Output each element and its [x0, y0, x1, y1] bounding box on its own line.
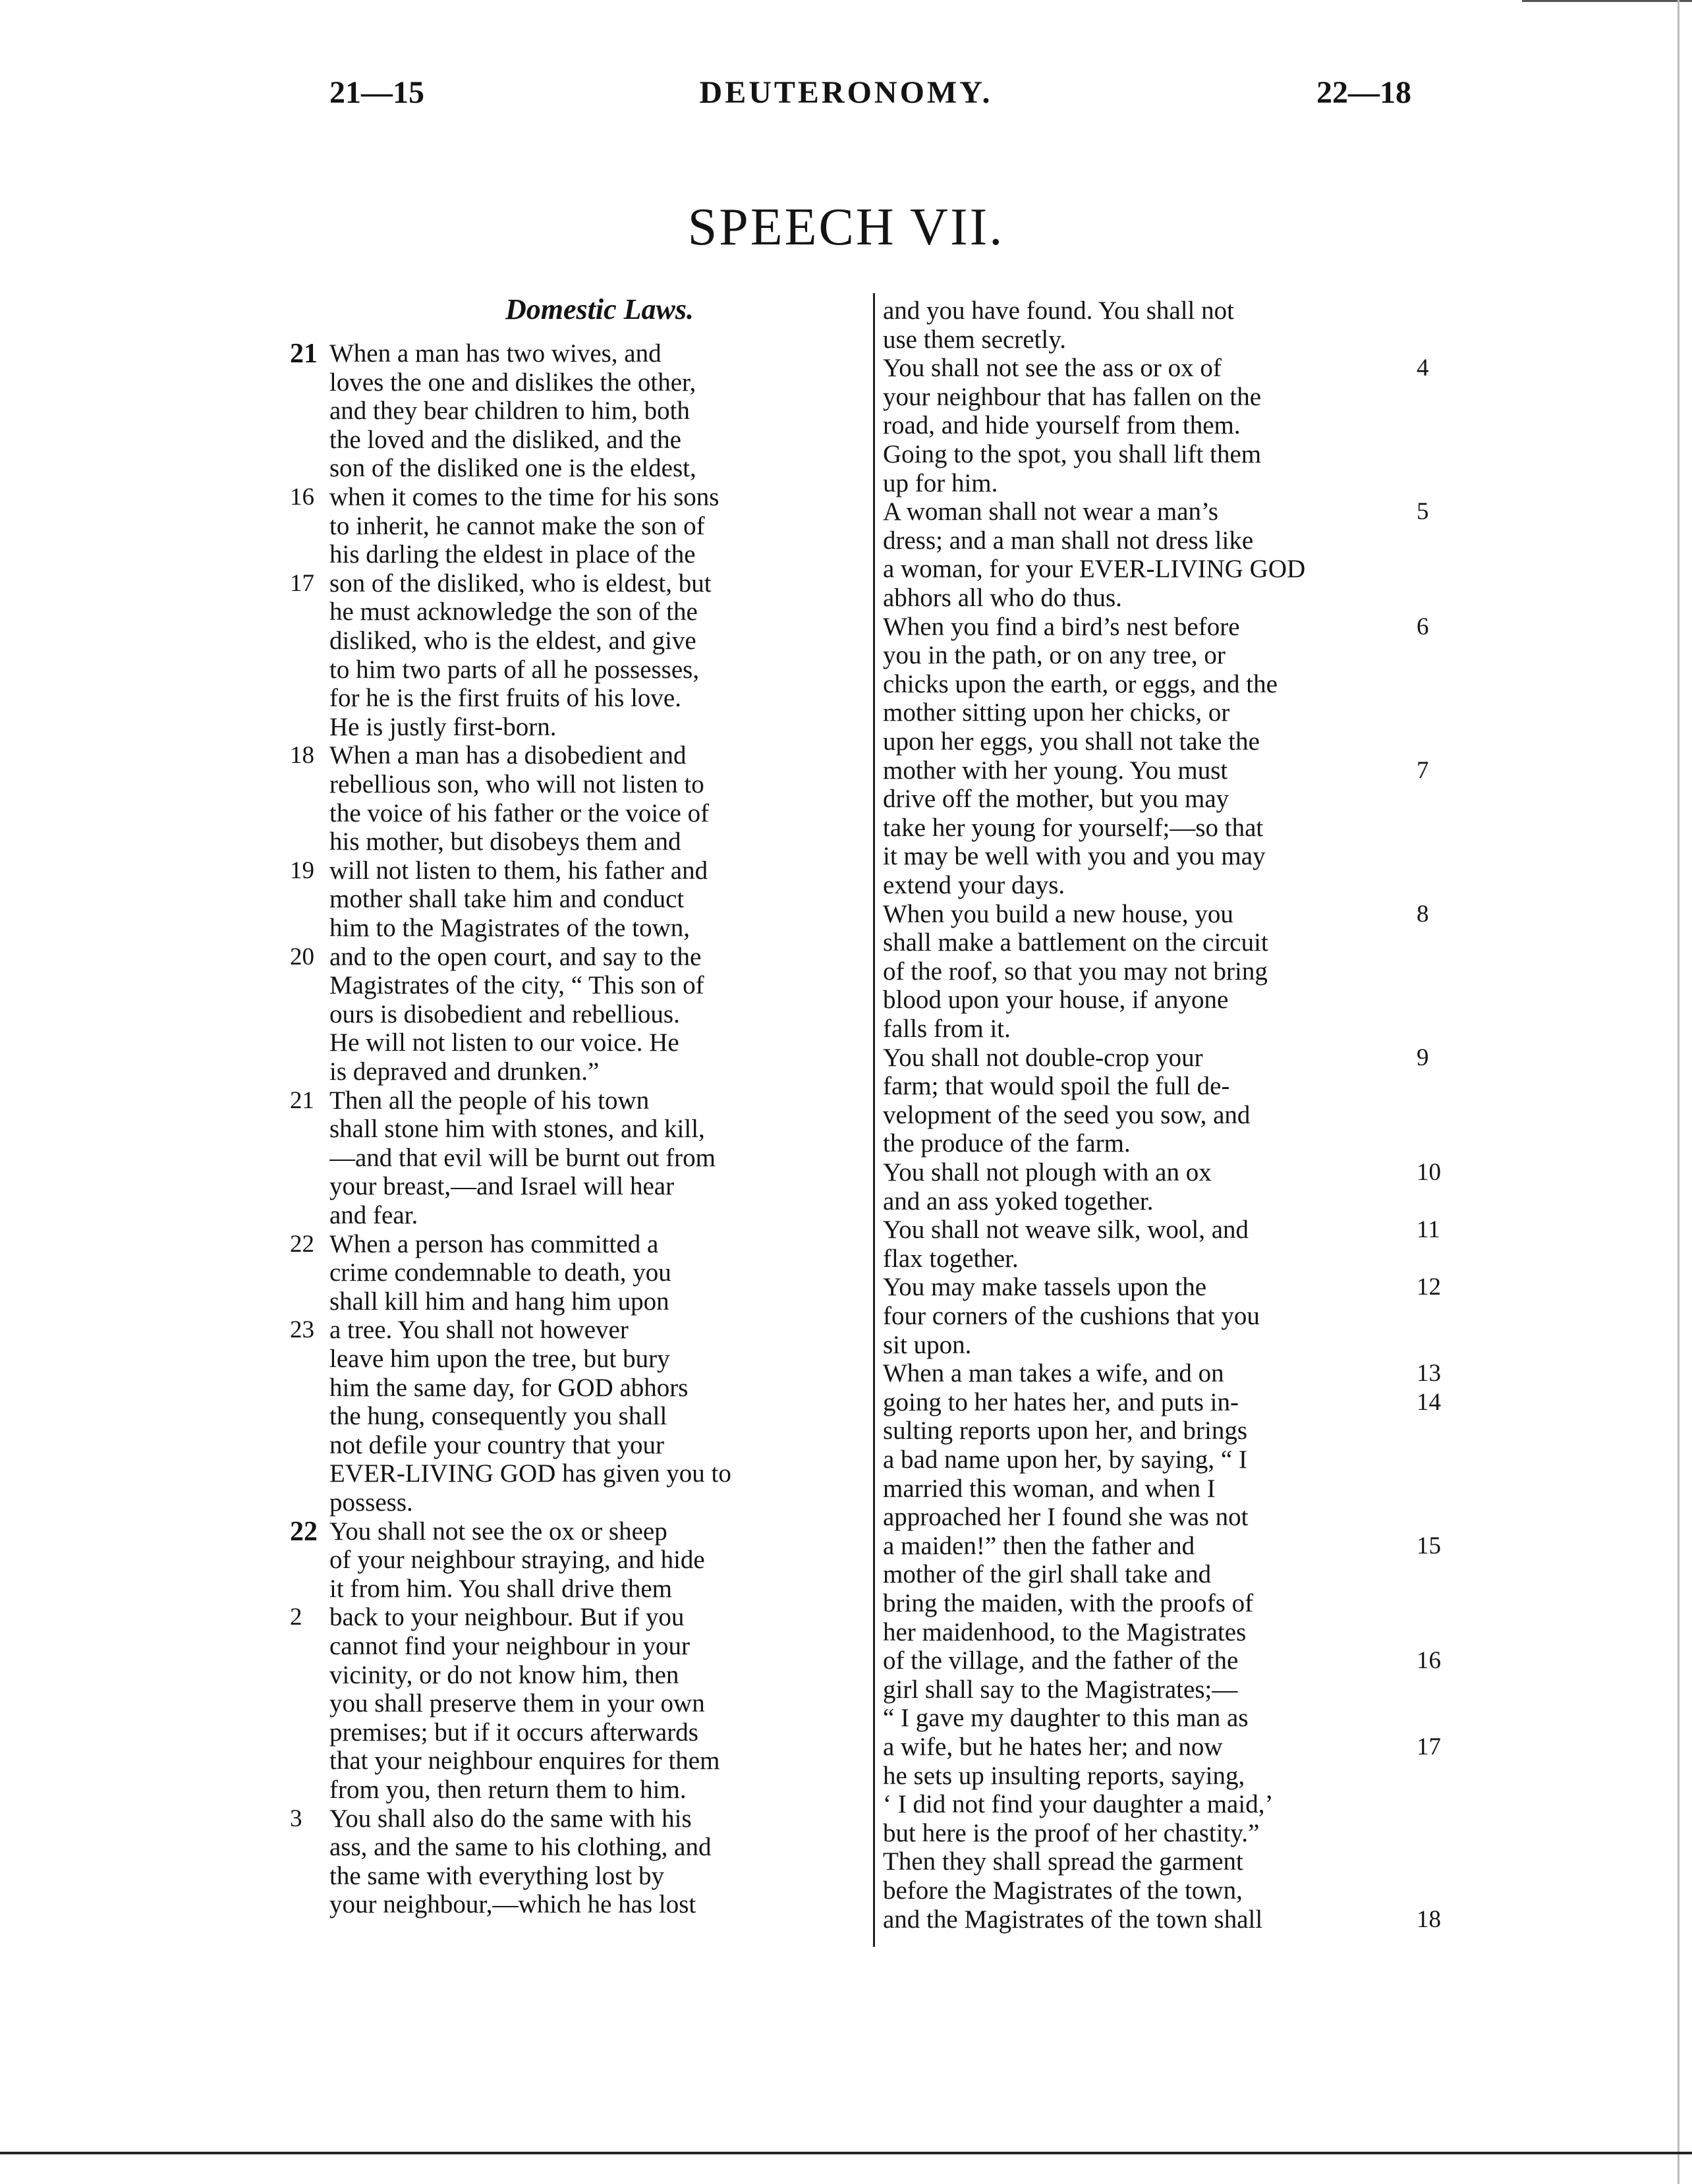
verse-number: 11: [1417, 1216, 1440, 1243]
text-line: a woman, for your EVER-LIVING GOD: [883, 555, 1306, 583]
verse-number: 17: [1417, 1733, 1441, 1760]
text-line: son of the disliked one is the eldest,: [329, 454, 696, 482]
verse-number: 14: [1417, 1389, 1441, 1416]
text-line: when it comes to the time for his sons: [329, 483, 719, 511]
text-line: ass, and the same to his clothing, and: [329, 1833, 712, 1861]
text-line: approached her I found she was not: [883, 1503, 1249, 1531]
text-line: rebellious son, who will not listen to: [329, 770, 704, 798]
verse-number: 19: [290, 857, 314, 884]
text-line: from you, then return them to him.: [329, 1776, 687, 1804]
text-line: He is justly first-born.: [329, 713, 557, 741]
text-line: it may be well with you and you may: [883, 842, 1266, 870]
text-line: he sets up insulting reports, saying,: [883, 1762, 1245, 1790]
verse-number: 23: [290, 1316, 314, 1343]
text-line: You shall also do the same with his: [329, 1805, 692, 1833]
chapter-number: 22: [290, 1517, 318, 1547]
text-line: to him two parts of all he possesses,: [329, 656, 700, 684]
text-line: shall kill him and hang him upon: [329, 1287, 669, 1316]
scan-edge-bottom: [0, 2152, 1692, 2154]
text-line: the voice of his father or the voice of: [329, 799, 710, 827]
verse-number: 7: [1417, 757, 1429, 784]
text-line: his darling the eldest in place of the: [329, 540, 696, 569]
scan-edge-top: [1522, 0, 1692, 2]
text-line: a wife, but he hates her; and now: [883, 1733, 1223, 1761]
text-line: You shall not see the ass or ox of: [883, 354, 1222, 382]
text-line: not defile your country that your: [329, 1431, 664, 1459]
text-line: dress; and a man shall not dress like: [883, 526, 1254, 555]
text-line: shall stone him with stones, and kill,: [329, 1115, 705, 1143]
text-line: up for him.: [883, 469, 998, 497]
chapter-number: 21: [290, 339, 318, 369]
text-line: mother of the girl shall take and: [883, 1560, 1212, 1588]
text-line: Then all the people of his town: [329, 1086, 650, 1115]
text-line: going to her hates her, and puts in-: [883, 1388, 1239, 1416]
text-line: married this woman, and when I: [883, 1474, 1216, 1503]
text-line: and you have found. You shall not: [883, 296, 1234, 325]
verse-number: 2: [290, 1604, 302, 1631]
text-line: back to your neighbour. But if you: [329, 1603, 685, 1631]
text-line: You shall not see the ox or sheep: [329, 1517, 667, 1546]
text-line: that your neighbour enquires for them: [329, 1747, 720, 1775]
verse-number: 17: [290, 570, 314, 597]
verse-number: 22: [290, 1231, 314, 1258]
verse-number: 20: [290, 943, 314, 970]
text-line: ‘ I did not find your daughter a maid,’: [883, 1790, 1274, 1818]
text-line: Magistrates of the city, “ This son of: [329, 971, 704, 999]
text-line: her maidenhood, to the Magistrates: [883, 1618, 1247, 1646]
text-line: When a man has two wives, and: [329, 339, 662, 368]
text-line: velopment of the seed you sow, and: [883, 1101, 1251, 1129]
text-line: to inherit, he cannot make the son of: [329, 512, 705, 540]
text-line: blood upon your house, if anyone: [883, 986, 1229, 1014]
text-line: abhors all who do thus.: [883, 584, 1122, 612]
text-line: it from him. You shall drive them: [329, 1575, 672, 1603]
text-line: —and that evil will be burnt out from: [329, 1144, 716, 1172]
text-line: he must acknowledge the son of the: [329, 598, 698, 626]
text-line: possess.: [329, 1488, 413, 1517]
text-line: him to the Magistrates of the town,: [329, 914, 690, 942]
verse-number: 10: [1417, 1159, 1441, 1186]
text-line: a bad name upon her, by saying, “ I: [883, 1445, 1247, 1474]
text-line: shall make a battlement on the circuit: [883, 928, 1268, 957]
verse-number: 6: [1417, 613, 1429, 640]
text-line: sit upon.: [883, 1331, 972, 1359]
text-line: You shall not double-crop your: [883, 1044, 1203, 1072]
text-line: When a man takes a wife, and on: [883, 1359, 1224, 1387]
text-line: upon her eggs, you shall not take the: [883, 727, 1260, 756]
text-line: mother shall take him and conduct: [329, 885, 685, 913]
text-line: and to the open court, and say to the: [329, 943, 702, 971]
verse-number: 21: [290, 1087, 314, 1114]
text-line: will not listen to them, his father and: [329, 856, 708, 885]
text-line: take her young for yourself;—so that: [883, 814, 1264, 842]
scan-edge-right: [1678, 0, 1679, 2184]
book-title: DEUTERONOMY.: [699, 75, 993, 110]
text-line: ours is disobedient and rebellious.: [329, 1000, 680, 1028]
right-verse-range: 22—18: [1316, 75, 1411, 110]
verse-number: 3: [290, 1805, 302, 1832]
text-line: bring the maiden, with the proofs of: [883, 1589, 1254, 1617]
text-line: When a person has committed a: [329, 1230, 659, 1258]
text-line: for he is the first fruits of his love.: [329, 684, 681, 712]
text-line: crime condemnable to death, you: [329, 1258, 671, 1287]
text-line: the produce of the farm.: [883, 1129, 1131, 1158]
text-line: chicks upon the earth, or eggs, and the: [883, 670, 1278, 698]
text-line: leave him upon the tree, but bury: [329, 1345, 670, 1373]
verse-number: 16: [290, 484, 314, 511]
text-line: drive off the mother, but you may: [883, 785, 1229, 813]
text-line: you shall preserve them in your own: [329, 1689, 705, 1718]
text-line: When you find a bird’s nest before: [883, 613, 1240, 641]
text-line: the hung, consequently you shall: [329, 1402, 667, 1430]
verse-number: 18: [1417, 1906, 1441, 1933]
text-line: You may make tassels upon the: [883, 1273, 1207, 1301]
text-line: and fear.: [329, 1201, 418, 1229]
text-line: the same with everything lost by: [329, 1862, 664, 1890]
text-line: your neighbour,—which he has lost: [329, 1890, 696, 1918]
text-line: before the Magistrates of the town,: [883, 1876, 1243, 1905]
text-line: girl shall say to the Magistrates;—: [883, 1675, 1238, 1704]
text-line: EVER-LIVING GOD has given you to: [329, 1459, 731, 1488]
text-line: of your neighbour straying, and hide: [329, 1546, 705, 1574]
verse-number: 15: [1417, 1532, 1441, 1559]
text-line: a maiden!” then the father and: [883, 1532, 1195, 1560]
text-line: mother sitting upon her chicks, or: [883, 698, 1230, 727]
text-line: you in the path, or on any tree, or: [883, 641, 1226, 669]
text-line: Going to the spot, you shall lift them: [883, 440, 1262, 468]
text-line: When you build a new house, you: [883, 900, 1233, 928]
text-line: loves the one and dislikes the other,: [329, 368, 696, 397]
text-line: Then they shall spread the garment: [883, 1847, 1243, 1876]
running-header: [0, 63, 1692, 123]
text-line: falls from it.: [883, 1015, 1011, 1043]
text-line: premises; but if it occurs afterwards: [329, 1718, 698, 1747]
verse-number: 18: [290, 742, 314, 769]
text-line: “ I gave my daughter to this man as: [883, 1704, 1249, 1732]
left-verse-range: 21—15: [329, 75, 424, 110]
verse-number: 4: [1417, 354, 1429, 381]
text-line: of the roof, so that you may not bring: [883, 957, 1268, 986]
verse-number: 9: [1417, 1044, 1429, 1071]
text-line: four corners of the cushions that you: [883, 1302, 1260, 1330]
verse-number: 5: [1417, 498, 1429, 525]
text-line: extend your days.: [883, 871, 1065, 899]
text-line: When a man has a disobedient and: [329, 741, 687, 770]
text-line: use them secretly.: [883, 325, 1066, 354]
text-line: your breast,—and Israel will hear: [329, 1172, 675, 1200]
text-line: A woman shall not wear a man’s: [883, 497, 1219, 526]
text-line: of the village, and the father of the: [883, 1646, 1239, 1675]
text-line: vicinity, or do not know him, then: [329, 1661, 679, 1689]
text-line: but here is the proof of her chastity.”: [883, 1819, 1260, 1847]
text-line: son of the disliked, who is eldest, but: [329, 569, 712, 598]
text-line: road, and hide yourself from them.: [883, 411, 1241, 439]
text-line: him the same day, for GOD abhors: [329, 1374, 689, 1402]
text-line: flax together.: [883, 1245, 1019, 1273]
text-line: and they bear children to him, both: [329, 397, 690, 425]
section-heading: Domestic Laws.: [505, 293, 694, 325]
verse-number: 16: [1417, 1647, 1441, 1674]
text-line: a tree. You shall not however: [329, 1316, 629, 1344]
text-line: cannot find your neighbour in your: [329, 1632, 690, 1660]
text-line: disliked, who is the eldest, and give: [329, 627, 696, 655]
speech-title: SPEECH VII.: [687, 198, 1005, 256]
text-line: the loved and the disliked, and the: [329, 426, 681, 454]
text-line: is depraved and drunken.”: [329, 1057, 600, 1086]
text-line: You shall not plough with an ox: [883, 1158, 1212, 1187]
text-line: You shall not weave silk, wool, and: [883, 1216, 1249, 1244]
verse-number: 13: [1417, 1360, 1441, 1387]
column-divider: [873, 293, 875, 1947]
verse-number: 8: [1417, 901, 1429, 928]
text-line: sulting reports upon her, and brings: [883, 1416, 1248, 1445]
verse-number: 12: [1417, 1274, 1441, 1301]
text-line: and an ass yoked together.: [883, 1187, 1154, 1216]
text-line: his mother, but disobeys them and: [329, 827, 681, 856]
text-line: He will not listen to our voice. He: [329, 1028, 679, 1057]
text-line: mother with her young. You must: [883, 756, 1228, 785]
text-line: and the Magistrates of the town shall: [883, 1905, 1263, 1934]
text-line: your neighbour that has fallen on the: [883, 383, 1262, 411]
text-line: farm; that would spoil the full de-: [883, 1072, 1230, 1100]
